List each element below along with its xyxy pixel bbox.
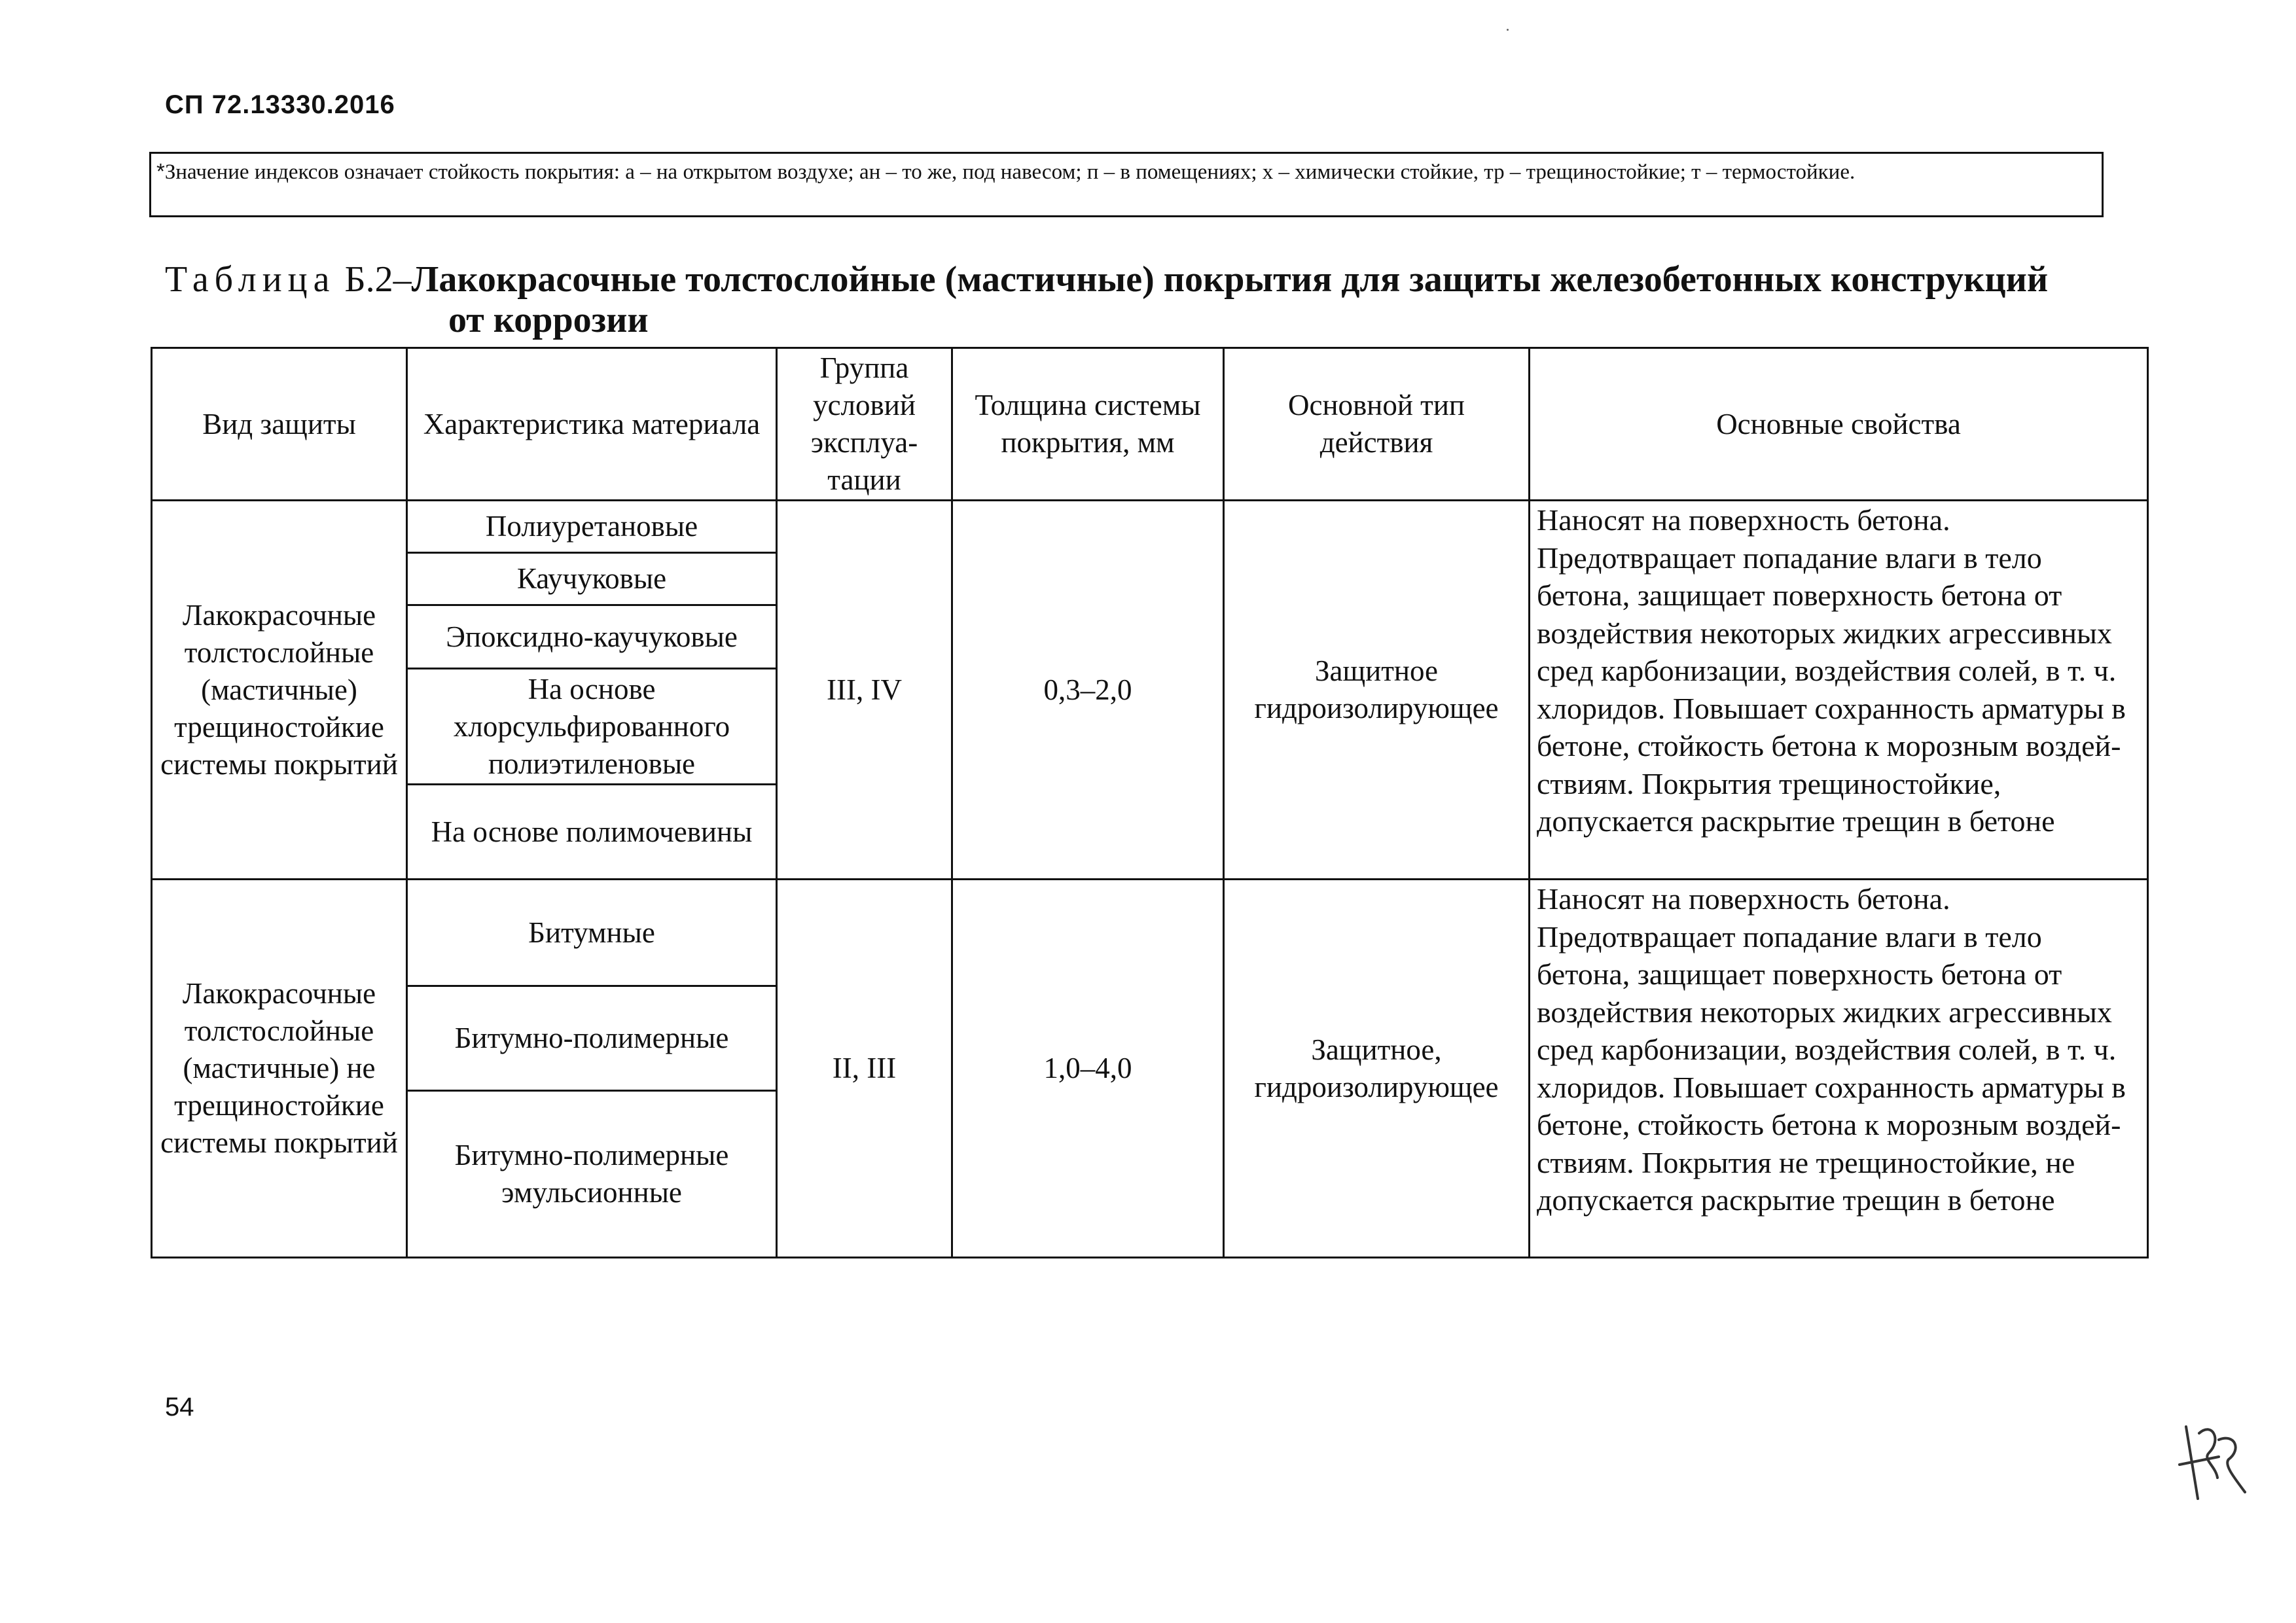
index-note-box	[149, 152, 2104, 217]
group2-operating-group: II, III	[777, 880, 952, 1258]
group1-material: Полиуретановые	[407, 501, 777, 553]
group1-properties: Наносят на поверхность бетона. Предотвращает попадание влаги в тело бетона, защищает поверхность бетона от воздействия некоторых жидких агрессивных сред карбонизации, воздействия солей, в т. ч. хлоридов. Повышает сохранность арматуры в бетоне, стойкость бетона к морозным воздей-ствиям. Покрытия трещиностойкие, допускается раскрытие трещин в бетоне	[1530, 501, 2148, 880]
header-material: Характеристика материала	[407, 348, 777, 501]
group2-material: Битумно-полимерные эмульсионные	[407, 1091, 777, 1258]
group2-action: Защитное, гидроизолирующее	[1224, 880, 1530, 1258]
header-action: Основной тип действия	[1224, 348, 1530, 501]
coatings-table	[151, 347, 2149, 1258]
caption-title-line1: Лакокрасочные толстослойные (мастичные) покрытия для защиты железобетонных конструкций	[411, 259, 2049, 300]
scan-speck	[1507, 29, 1509, 31]
header-group: Группа условий эксплуа-тации	[777, 348, 952, 501]
note-text: Значение индексов означает стойкость покрытия: а – на открытом воздухе; ан – то же, под навесом; п – в помещениях; х – химически стойкие, тр – трещиностойкие; т – термостойкие.	[164, 160, 1856, 184]
group1-protection-type: Лакокрасочные толстослойные (мастичные) трещиностойкие системы покрытий	[152, 501, 407, 880]
document-code: СП 72.13330.2016	[165, 90, 395, 119]
note-marker: *	[156, 159, 165, 183]
group1-material: Эпоксидно-каучуковые	[407, 605, 777, 669]
group2-properties: Наносят на поверхность бетона. Предотвращает попадание влаги в тело бетона, защищает поверхность бетона от воздействия некоторых жидких агрессивных сред карбонизации, воздействия солей, в т. ч. хлоридов. Повышает сохранность арматуры в бетоне, стойкость бетона к морозным воздей-ствиям. Покрытия не трещиностойкие, не допускается раскрытие трещин в бетоне	[1530, 880, 2148, 1258]
caption-label: Таблица	[165, 259, 336, 300]
group1-action: Защитное гидроизолирующее	[1224, 501, 1530, 880]
caption-title-line2: от коррозии	[448, 300, 649, 340]
table-caption	[165, 259, 2181, 340]
group1-material: Каучуковые	[407, 553, 777, 605]
group2-material: Битумные	[407, 880, 777, 986]
handwritten-mark	[2173, 1414, 2258, 1515]
header-protection-type: Вид защиты	[152, 348, 407, 501]
group1-operating-group: III, IV	[777, 501, 952, 880]
caption-number: Б.2	[344, 259, 393, 300]
header-properties: Основные свойства	[1530, 348, 2148, 501]
table-row	[152, 880, 2148, 986]
group1-material: На основе полимочевины	[407, 785, 777, 880]
handwritten-mark-drawing	[2173, 1414, 2258, 1512]
page-number: 54	[165, 1393, 194, 1421]
group1-thickness: 0,3–2,0	[952, 501, 1224, 880]
table-row	[152, 501, 2148, 553]
group1-material: На основе хлорсульфированного полиэтиленовые	[407, 669, 777, 785]
group2-material: Битумно-полимерные	[407, 986, 777, 1091]
caption-dash: –	[393, 259, 412, 300]
group2-thickness: 1,0–4,0	[952, 880, 1224, 1258]
header-thickness: Толщина системы покрытия, мм	[952, 348, 1224, 501]
header-row	[152, 348, 2148, 501]
group2-protection-type: Лакокрасочные толстослойные (мастичные) не трещиностойкие системы покрытий	[152, 880, 407, 1258]
